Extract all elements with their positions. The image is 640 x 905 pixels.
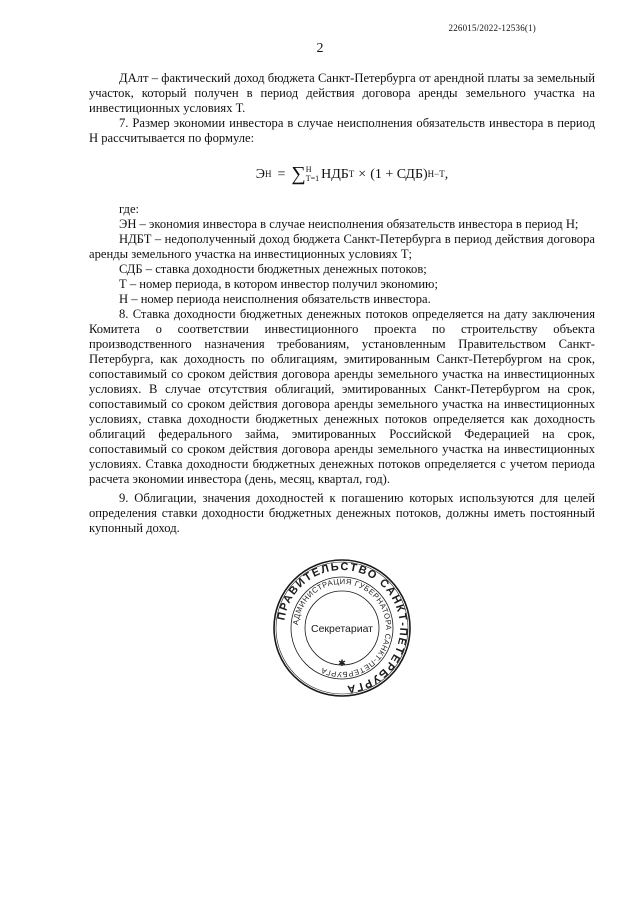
paragraph-dalt-definition: ДАлт – фактический доход бюджета Санкт-Петербурга от арендной платы за земельный участок, который получен в период действия договора аренды земельного участка на инвестиционных условиях Т. xyxy=(89,71,595,115)
summation-icon: ∑ xyxy=(291,162,306,185)
where-label: где: xyxy=(119,202,140,216)
formula-lhs-subscript: Н xyxy=(265,168,272,179)
definition-sdb: СДБ – ставка доходности бюджетных денежных потоков; xyxy=(119,262,427,276)
document-registration-number: 226015/2022-12536(1) xyxy=(448,23,536,33)
stamp-inner-text: АДМИНИСТРАЦИЯ ГУБЕРНАТОРА САНКТ-ПЕТЕРБУРГА xyxy=(291,576,394,680)
formula-term-subscript: Т xyxy=(348,168,355,179)
formula-paren: (1 + СДБ) xyxy=(370,166,428,182)
formula-times: × xyxy=(358,166,367,182)
summation-upper-limit: Н xyxy=(305,165,312,174)
formula-equals: = xyxy=(277,166,286,182)
stamp-outer-text: ПРАВИТЕЛЬСТВО САНКТ-ПЕТЕРБУРГА xyxy=(275,560,410,696)
formula-term: НДБ xyxy=(321,166,349,182)
summation-limits xyxy=(306,165,319,183)
stamp-center-text: Секретариат xyxy=(310,623,374,635)
formula-exponent: Н−Т xyxy=(427,168,445,179)
definition-en: ЭН – экономия инвестора в случае неисполнения обязательств инвестора в период Н; xyxy=(119,217,579,231)
paragraph-8: 8. Ставка доходности бюджетных денежных потоков определяется на дату заключения Комитета о соответствии инвестиционного проекта по строительству объекта производственного назначения требованиям, установленным Правительством Санкт-Петербурга, как доходность по облигациям, эмитированным Санкт-Петербургом на срок, сопоставимый со сроком действия договора аренды земельного участка на инвестиционных условиях. В случае отсутствия облигаций, эмитированных Санкт-Петербургом на срок, сопоставимый со сроком действия договора аренды земельного участка на инвестиционных условиях, ставка доходности бюджетных денежных потоков определяется как доходность облигаций федерального займа, эмитированных Российской Федерацией на срок, сопоставимый со сроком действия договора аренды земельного участка на инвестиционных условиях. Ставка доходности бюджетных денежных потоков определяется с учетом периода расчета экономии инвестора (день, месяц, квартал, год). xyxy=(89,307,595,486)
stamp-star-icon: ✱ xyxy=(338,658,346,668)
document-body xyxy=(89,71,595,536)
summation-lower-limit: Т=1 xyxy=(305,174,320,183)
paragraph-9: 9. Облигации, значения доходностей к погашению которых используются для целей определения ставки доходности бюджетных денежных потоков, должны иметь постоянный купонный доход. xyxy=(89,491,595,535)
definition-ndb: НДБТ – недополученный доход бюджета Санкт-Петербурга в период действия договора аренды земельного участка на инвестиционных условиях Т; xyxy=(89,232,595,261)
page-number: 2 xyxy=(316,41,324,56)
secretariat-stamp xyxy=(272,558,412,698)
definition-n: Н – номер периода неисполнения обязательств инвестора. xyxy=(119,292,431,306)
economy-formula xyxy=(89,146,595,202)
formula-comma: , xyxy=(444,166,449,182)
formula-lhs: Э xyxy=(255,166,266,182)
definition-t: Т – номер периода, в котором инвестор получил экономию; xyxy=(119,277,438,291)
paragraph-7: 7. Размер экономии инвестора в случае неисполнения обязательств инвестора в период Н рассчитывается по формуле: xyxy=(89,116,595,145)
